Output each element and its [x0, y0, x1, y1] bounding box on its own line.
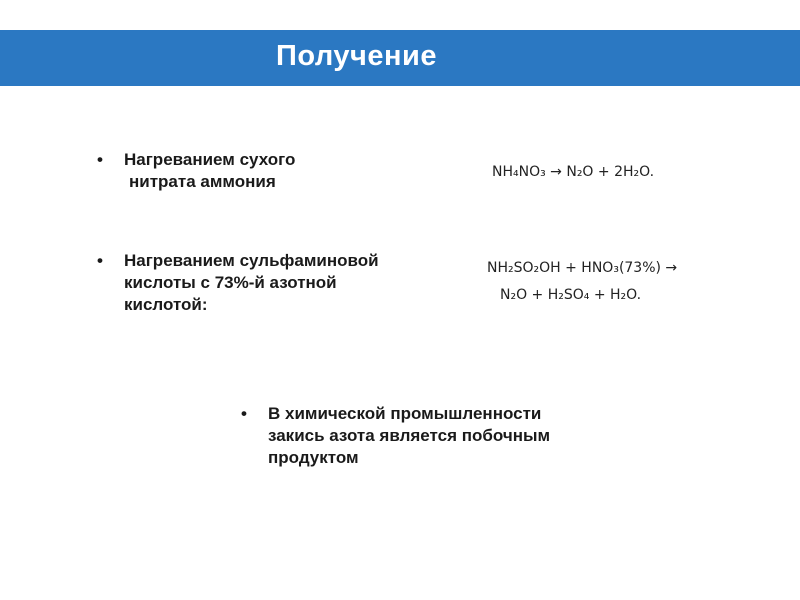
bullet-text-line: В химической промышленности — [268, 404, 542, 423]
bullet-text-line: закись азота является побочным — [268, 426, 551, 445]
equation-ammonium-nitrate: NH₄NO₃ → N₂O + 2H₂O. — [492, 164, 655, 180]
bullet-item-sulfamic-acid — [97, 250, 444, 316]
equation-sulfamic-line2: N₂O + H₂SO₄ + H₂O. — [500, 287, 642, 303]
bullet-item-ammonium-nitrate — [97, 149, 384, 193]
bullet-text-line: кислоты с 73%-й азотной — [124, 273, 337, 292]
bullet-text-line: Нагреванием сульфаминовой — [124, 251, 379, 270]
bullet-dot-icon: • — [241, 404, 247, 423]
slide-title: Получение — [276, 40, 437, 72]
bullet-text-line: продуктом — [268, 448, 359, 467]
bullet-text-line: кислотой: — [124, 295, 208, 314]
bullet-dot-icon: • — [97, 251, 103, 270]
bullet-dot-icon: • — [97, 150, 103, 169]
bullet-item-byproduct — [241, 403, 628, 469]
bullet-text-line: Нагреванием сухого — [124, 150, 296, 169]
bullet-text-line: нитрата аммония — [129, 172, 276, 191]
equation-sulfamic-line1: NH₂SO₂OH + HNO₃(73%) → — [487, 260, 678, 276]
